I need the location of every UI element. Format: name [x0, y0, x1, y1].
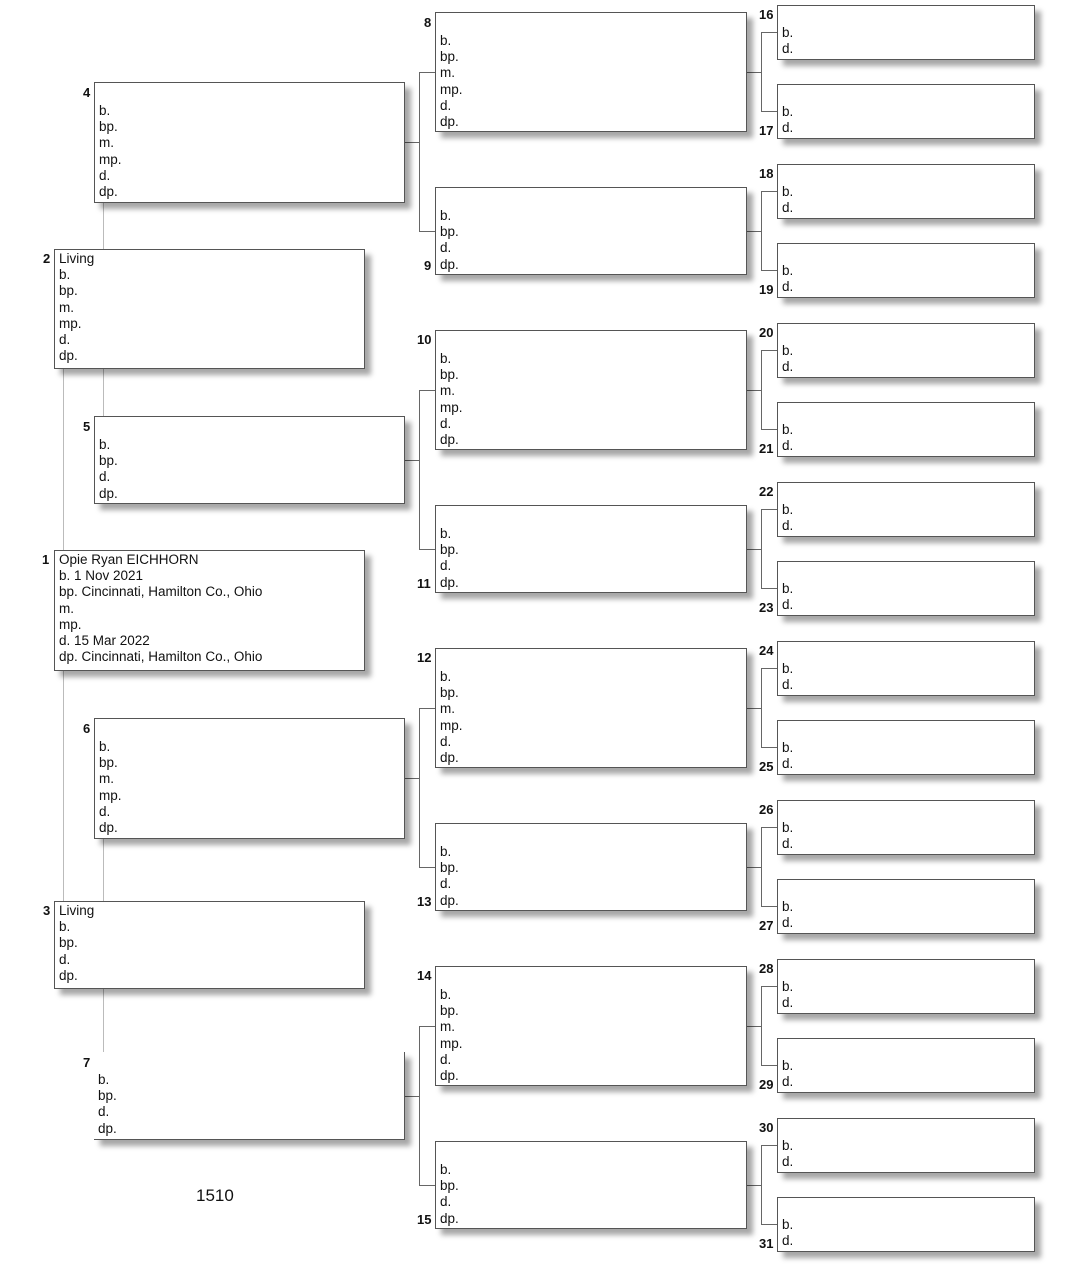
birth-line: b. [782, 263, 794, 278]
person-box-11[interactable] [435, 505, 747, 593]
person-name: Living [59, 903, 95, 918]
person-details [782, 661, 793, 693]
death-line: d. [440, 1194, 452, 1210]
death-line: d. [782, 597, 794, 613]
marriage-place-line: mp. [59, 616, 82, 632]
death-line: d. [440, 240, 452, 256]
person-box-10[interactable] [435, 330, 747, 450]
death-line: d. [782, 1233, 794, 1249]
person-details [440, 208, 459, 273]
birth-line: b. [782, 184, 794, 199]
person-number: 9 [424, 258, 432, 273]
person-details [782, 1058, 793, 1090]
birth-line: b. [440, 669, 452, 684]
person-details [782, 422, 793, 454]
person-details [440, 844, 459, 909]
person-details [99, 437, 118, 502]
birth-line: b. [782, 1058, 794, 1073]
birth-line: b. [782, 104, 794, 119]
person-box-5[interactable] [94, 416, 405, 504]
person-box-2[interactable] [54, 249, 365, 369]
death-place-line: dp. [440, 750, 459, 766]
person-number: 27 [759, 918, 774, 933]
person-box-9[interactable] [435, 187, 747, 275]
person-number: 28 [759, 961, 774, 976]
death-line: d. [782, 41, 794, 57]
person-number: 19 [759, 282, 774, 297]
birth-place-line: bp. Cincinnati, Hamilton Co., Ohio [59, 584, 263, 600]
death-line: d. [782, 677, 794, 693]
birth-place-line: bp. [59, 283, 78, 299]
death-line: d. [440, 97, 452, 113]
person-details [440, 33, 463, 130]
death-place-line: dp. [440, 574, 459, 590]
person-number: 7 [83, 1055, 91, 1070]
death-line: d. [440, 558, 452, 574]
person-box-28[interactable] [777, 959, 1035, 1014]
person-number: 17 [759, 123, 774, 138]
death-line: d. [782, 1074, 794, 1090]
birth-place-line: bp. [440, 860, 459, 876]
death-place-line: dp. [440, 432, 459, 448]
birth-place-line: bp. [98, 1088, 117, 1104]
marriage-line: m. [99, 135, 114, 151]
person-box-20[interactable] [777, 323, 1035, 378]
death-place-line: dp. [99, 820, 118, 836]
person-number: 18 [759, 166, 774, 181]
marriage-line: m. [440, 1019, 455, 1035]
birth-line: b. [99, 739, 111, 754]
birth-place-line: bp. [440, 542, 459, 558]
person-number: 5 [83, 419, 91, 434]
person-details [782, 740, 793, 772]
person-details [99, 739, 122, 836]
person-details [59, 903, 94, 984]
death-line: d. [440, 415, 452, 431]
person-box-13[interactable] [435, 823, 747, 911]
death-line: d. [440, 876, 452, 892]
person-number: 29 [759, 1077, 774, 1092]
death-line: d. [782, 120, 794, 136]
person-number: 10 [417, 332, 432, 347]
marriage-place-line: mp. [59, 315, 82, 331]
death-line: d. [782, 1154, 794, 1170]
person-box-8[interactable] [435, 12, 747, 132]
marriage-place-line: mp. [440, 399, 463, 415]
person-details [99, 103, 122, 200]
birth-line: b. [782, 422, 794, 437]
marriage-place-line: mp. [99, 787, 122, 803]
person-number: 2 [43, 251, 51, 266]
person-box-24[interactable] [777, 641, 1035, 696]
birth-line: b. [782, 343, 794, 358]
person-number: 13 [417, 894, 432, 909]
birth-line: b. [782, 25, 794, 40]
death-place-line: dp. [59, 967, 78, 983]
person-box-30[interactable] [777, 1118, 1035, 1173]
birth-place-line: bp. [440, 1178, 459, 1194]
death-place-line: dp. [440, 892, 459, 908]
death-line: d. [782, 359, 794, 375]
death-line: d. [98, 1104, 110, 1120]
person-number: 22 [759, 484, 774, 499]
birth-line: b. [782, 899, 794, 914]
person-name: Opie Ryan EICHHORN [59, 552, 199, 567]
person-details [440, 351, 463, 448]
person-details [782, 1217, 793, 1249]
person-box-1[interactable] [54, 550, 365, 671]
person-details [98, 1072, 117, 1137]
person-box-17[interactable] [777, 84, 1035, 139]
person-details [782, 820, 793, 852]
person-box-31[interactable] [777, 1197, 1035, 1252]
marriage-place-line: mp. [99, 151, 122, 167]
person-details [440, 987, 463, 1084]
birth-line: b. 1 Nov 2021 [59, 568, 144, 584]
person-number: 11 [417, 576, 431, 591]
birth-place-line: bp. [99, 755, 118, 771]
person-details [782, 1138, 793, 1170]
person-details [440, 526, 459, 591]
person-number: 20 [759, 325, 774, 340]
birth-line: b. [440, 33, 452, 48]
death-line: d. [59, 951, 71, 967]
birth-line: b. [440, 208, 452, 223]
person-box-16[interactable] [777, 5, 1035, 60]
marriage-line: m. [99, 771, 114, 787]
marriage-line: m. [440, 65, 455, 81]
death-line: d. [782, 915, 794, 931]
person-box-19[interactable] [777, 243, 1035, 298]
person-box-23[interactable] [777, 561, 1035, 616]
marriage-line: m. [59, 299, 74, 315]
page-number: 1510 [196, 1186, 234, 1205]
person-number: 25 [759, 759, 774, 774]
person-details [782, 979, 793, 1011]
death-line: d. 15 Mar 2022 [59, 633, 150, 649]
person-details [782, 184, 793, 216]
person-box-7[interactable] [94, 1052, 405, 1140]
birth-line: b. [782, 502, 794, 517]
birth-line: b. [440, 844, 452, 859]
person-box-26[interactable] [777, 800, 1035, 855]
birth-place-line: bp. [440, 1003, 459, 1019]
person-details [59, 251, 94, 364]
death-place-line: dp. Cincinnati, Hamilton Co., Ohio [59, 649, 263, 665]
marriage-line: m. [440, 701, 455, 717]
person-box-29[interactable] [777, 1038, 1035, 1093]
marriage-line: m. [440, 383, 455, 399]
death-line: d. [782, 438, 794, 454]
birth-line: b. [782, 581, 794, 596]
person-details [440, 669, 463, 766]
birth-place-line: bp. [440, 685, 459, 701]
death-place-line: dp. [98, 1120, 117, 1136]
person-box-6[interactable] [94, 718, 405, 839]
person-box-4[interactable] [94, 82, 405, 203]
birth-line: b. [98, 1072, 110, 1087]
death-place-line: dp. [440, 1068, 459, 1084]
person-details [782, 104, 793, 136]
marriage-place-line: mp. [440, 81, 463, 97]
person-number: 26 [759, 802, 774, 817]
death-place-line: dp. [440, 256, 459, 272]
birth-line: b. [440, 1162, 452, 1177]
death-line: d. [782, 200, 794, 216]
birth-line: b. [440, 351, 452, 366]
death-line: d. [782, 995, 794, 1011]
marriage-place-line: mp. [440, 1035, 463, 1051]
person-details [59, 552, 262, 665]
person-box-18[interactable] [777, 164, 1035, 219]
birth-line: b. [59, 919, 71, 935]
birth-place-line: bp. [99, 119, 118, 135]
person-box-14[interactable] [435, 966, 747, 1086]
person-number: 23 [759, 600, 774, 615]
person-box-3[interactable] [54, 901, 365, 989]
birth-line: b. [782, 1217, 794, 1232]
person-box-27[interactable] [777, 879, 1035, 934]
birth-line: b. [99, 103, 111, 118]
death-line: d. [59, 332, 71, 348]
person-box-21[interactable] [777, 402, 1035, 457]
person-number: 1 [42, 552, 50, 567]
birth-line: b. [99, 437, 111, 452]
person-details [782, 899, 793, 931]
person-details [782, 581, 793, 613]
death-place-line: dp. [440, 114, 459, 130]
person-number: 15 [417, 1212, 432, 1227]
birth-line: b. [440, 526, 452, 541]
person-number: 6 [83, 721, 91, 736]
person-number: 21 [759, 441, 774, 456]
person-number: 12 [417, 650, 432, 665]
person-box-25[interactable] [777, 720, 1035, 775]
person-number: 4 [83, 85, 91, 100]
person-box-15[interactable] [435, 1141, 747, 1229]
person-name: Living [59, 251, 95, 266]
person-number: 14 [417, 968, 432, 983]
person-number: 24 [759, 643, 774, 658]
death-line: d. [782, 836, 794, 852]
death-place-line: dp. [99, 184, 118, 200]
death-place-line: dp. [59, 348, 78, 364]
death-line: d. [440, 733, 452, 749]
death-line: d. [99, 469, 111, 485]
death-place-line: dp. [440, 1210, 459, 1226]
person-box-12[interactable] [435, 648, 747, 768]
death-line: d. [782, 518, 794, 534]
person-number: 3 [43, 903, 51, 918]
marriage-line: m. [59, 600, 74, 616]
birth-line: b. [59, 267, 71, 283]
person-details [782, 343, 793, 375]
death-line: d. [99, 803, 111, 819]
death-line: d. [440, 1051, 452, 1067]
death-line: d. [782, 279, 794, 295]
person-details [440, 1162, 459, 1227]
birth-line: b. [782, 1138, 794, 1153]
birth-line: b. [782, 820, 794, 835]
person-number: 31 [759, 1236, 774, 1251]
person-number: 30 [759, 1120, 774, 1135]
person-details [782, 25, 793, 57]
marriage-place-line: mp. [440, 717, 463, 733]
birth-place-line: bp. [440, 49, 459, 65]
birth-place-line: bp. [99, 453, 118, 469]
person-details [782, 263, 793, 295]
death-line: d. [99, 167, 111, 183]
birth-line: b. [440, 987, 452, 1002]
birth-place-line: bp. [440, 367, 459, 383]
death-line: d. [782, 756, 794, 772]
birth-line: b. [782, 661, 794, 676]
death-place-line: dp. [99, 485, 118, 501]
person-details [782, 502, 793, 534]
person-box-22[interactable] [777, 482, 1035, 537]
person-number: 16 [759, 7, 774, 22]
birth-line: b. [782, 740, 794, 755]
birth-line: b. [782, 979, 794, 994]
birth-place-line: bp. [440, 224, 459, 240]
birth-place-line: bp. [59, 935, 78, 951]
person-number: 8 [424, 15, 432, 30]
